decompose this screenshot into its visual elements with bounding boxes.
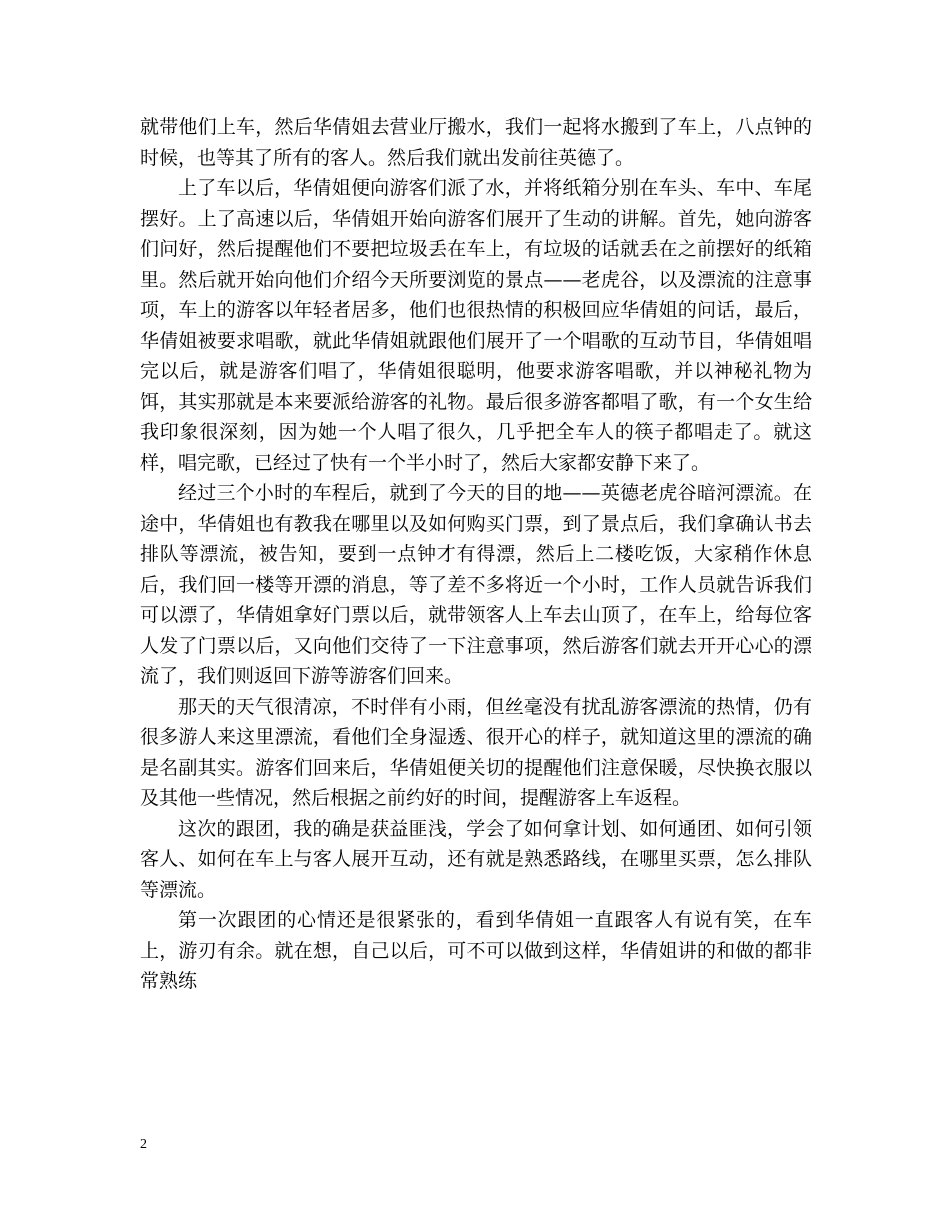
document-body xyxy=(140,112,812,997)
page-number: 2 xyxy=(140,1137,147,1152)
paragraph-arrival-rafting: 经过三个小时的车程后，就到了今天的目的地——英德老虎谷暗河漂流。在途中，华倩姐也有教我在哪里以及如何购买门票，到了景点后，我们拿确认书去排队等漂流，被告知，要到一点钟才有得漂，然后上二楼吃饭，大家稍作休息后，我们回一楼等开漂的消息，等了差不多将近一个小时，工作人员就告诉我们可以漂了，华倩姐拿好门票以后，就带领客人上车去山顶了，在车上，给每位客人发了门票以后，又向他们交待了一下注意事项，然后游客们就去开开心心的漂流了，我们则返回下游等游客们回来。 xyxy=(140,482,812,687)
paragraph-feelings: 第一次跟团的心情还是很紧张的，看到华倩姐一直跟客人有说有笑，在车上，游刃有余。就在想，自己以后，可不可以做到这样，华倩姐讲的和做的都非常熟练 xyxy=(140,909,812,992)
paragraph-bus-activities: 上了车以后，华倩姐便向游客们派了水，并将纸箱分别在车头、车中、车尾摆好。上了高速以后，华倩姐开始向游客们展开了生动的讲解。首先，她向游客们问好，然后提醒他们不要把垃圾丢在车上，有垃圾的话就丢在之前摆好的纸箱里。然后就开始向他们介绍今天所要浏览的景点——老虎谷，以及漂流的注意事项，车上的游客以年轻者居多，他们也很热情的积极回应华倩姐的问话，最后，华倩姐被要求唱歌，就此华倩姐就跟他们展开了一个唱歌的互动节目，华倩姐唱完以后，就是游客们唱了，华倩姐很聪明，他要求游客唱歌，并以神秘礼物为饵，其实那就是本来要派给游客的礼物。最后很多游客都唱了歌，有一个女生给我印象很深刻，因为她一个人唱了很久，几乎把全车人的筷子都唱走了。就这样，唱完歌，已经过了快有一个半小时了，然后大家都安静下来了。 xyxy=(140,177,812,474)
paragraph-continuation: 就带他们上车，然后华倩姐去营业厅搬水，我们一起将水搬到了车上，八点钟的时候，也等其了所有的客人。然后我们就出发前往英德了。 xyxy=(140,116,812,169)
paragraph-weather: 那天的天气很清凉，不时伴有小雨，但丝毫没有扰乱游客漂流的热情，仍有很多游人来这里漂流，看他们全身湿透、很开心的样子，就知道这里的漂流的确是名副其实。游客们回来后，华倩姐便关切的提醒他们注意保暖，尽快换衣服以及其他一些情况，然后根据之前约好的时间，提醒游客上车返程。 xyxy=(140,695,812,809)
paragraph-lessons: 这次的跟团，我的确是获益匪浅，学会了如何拿计划、如何通团、如何引领客人、如何在车上与客人展开互动，还有就是熟悉路线，在哪里买票，怎么排队等漂流。 xyxy=(140,817,812,901)
